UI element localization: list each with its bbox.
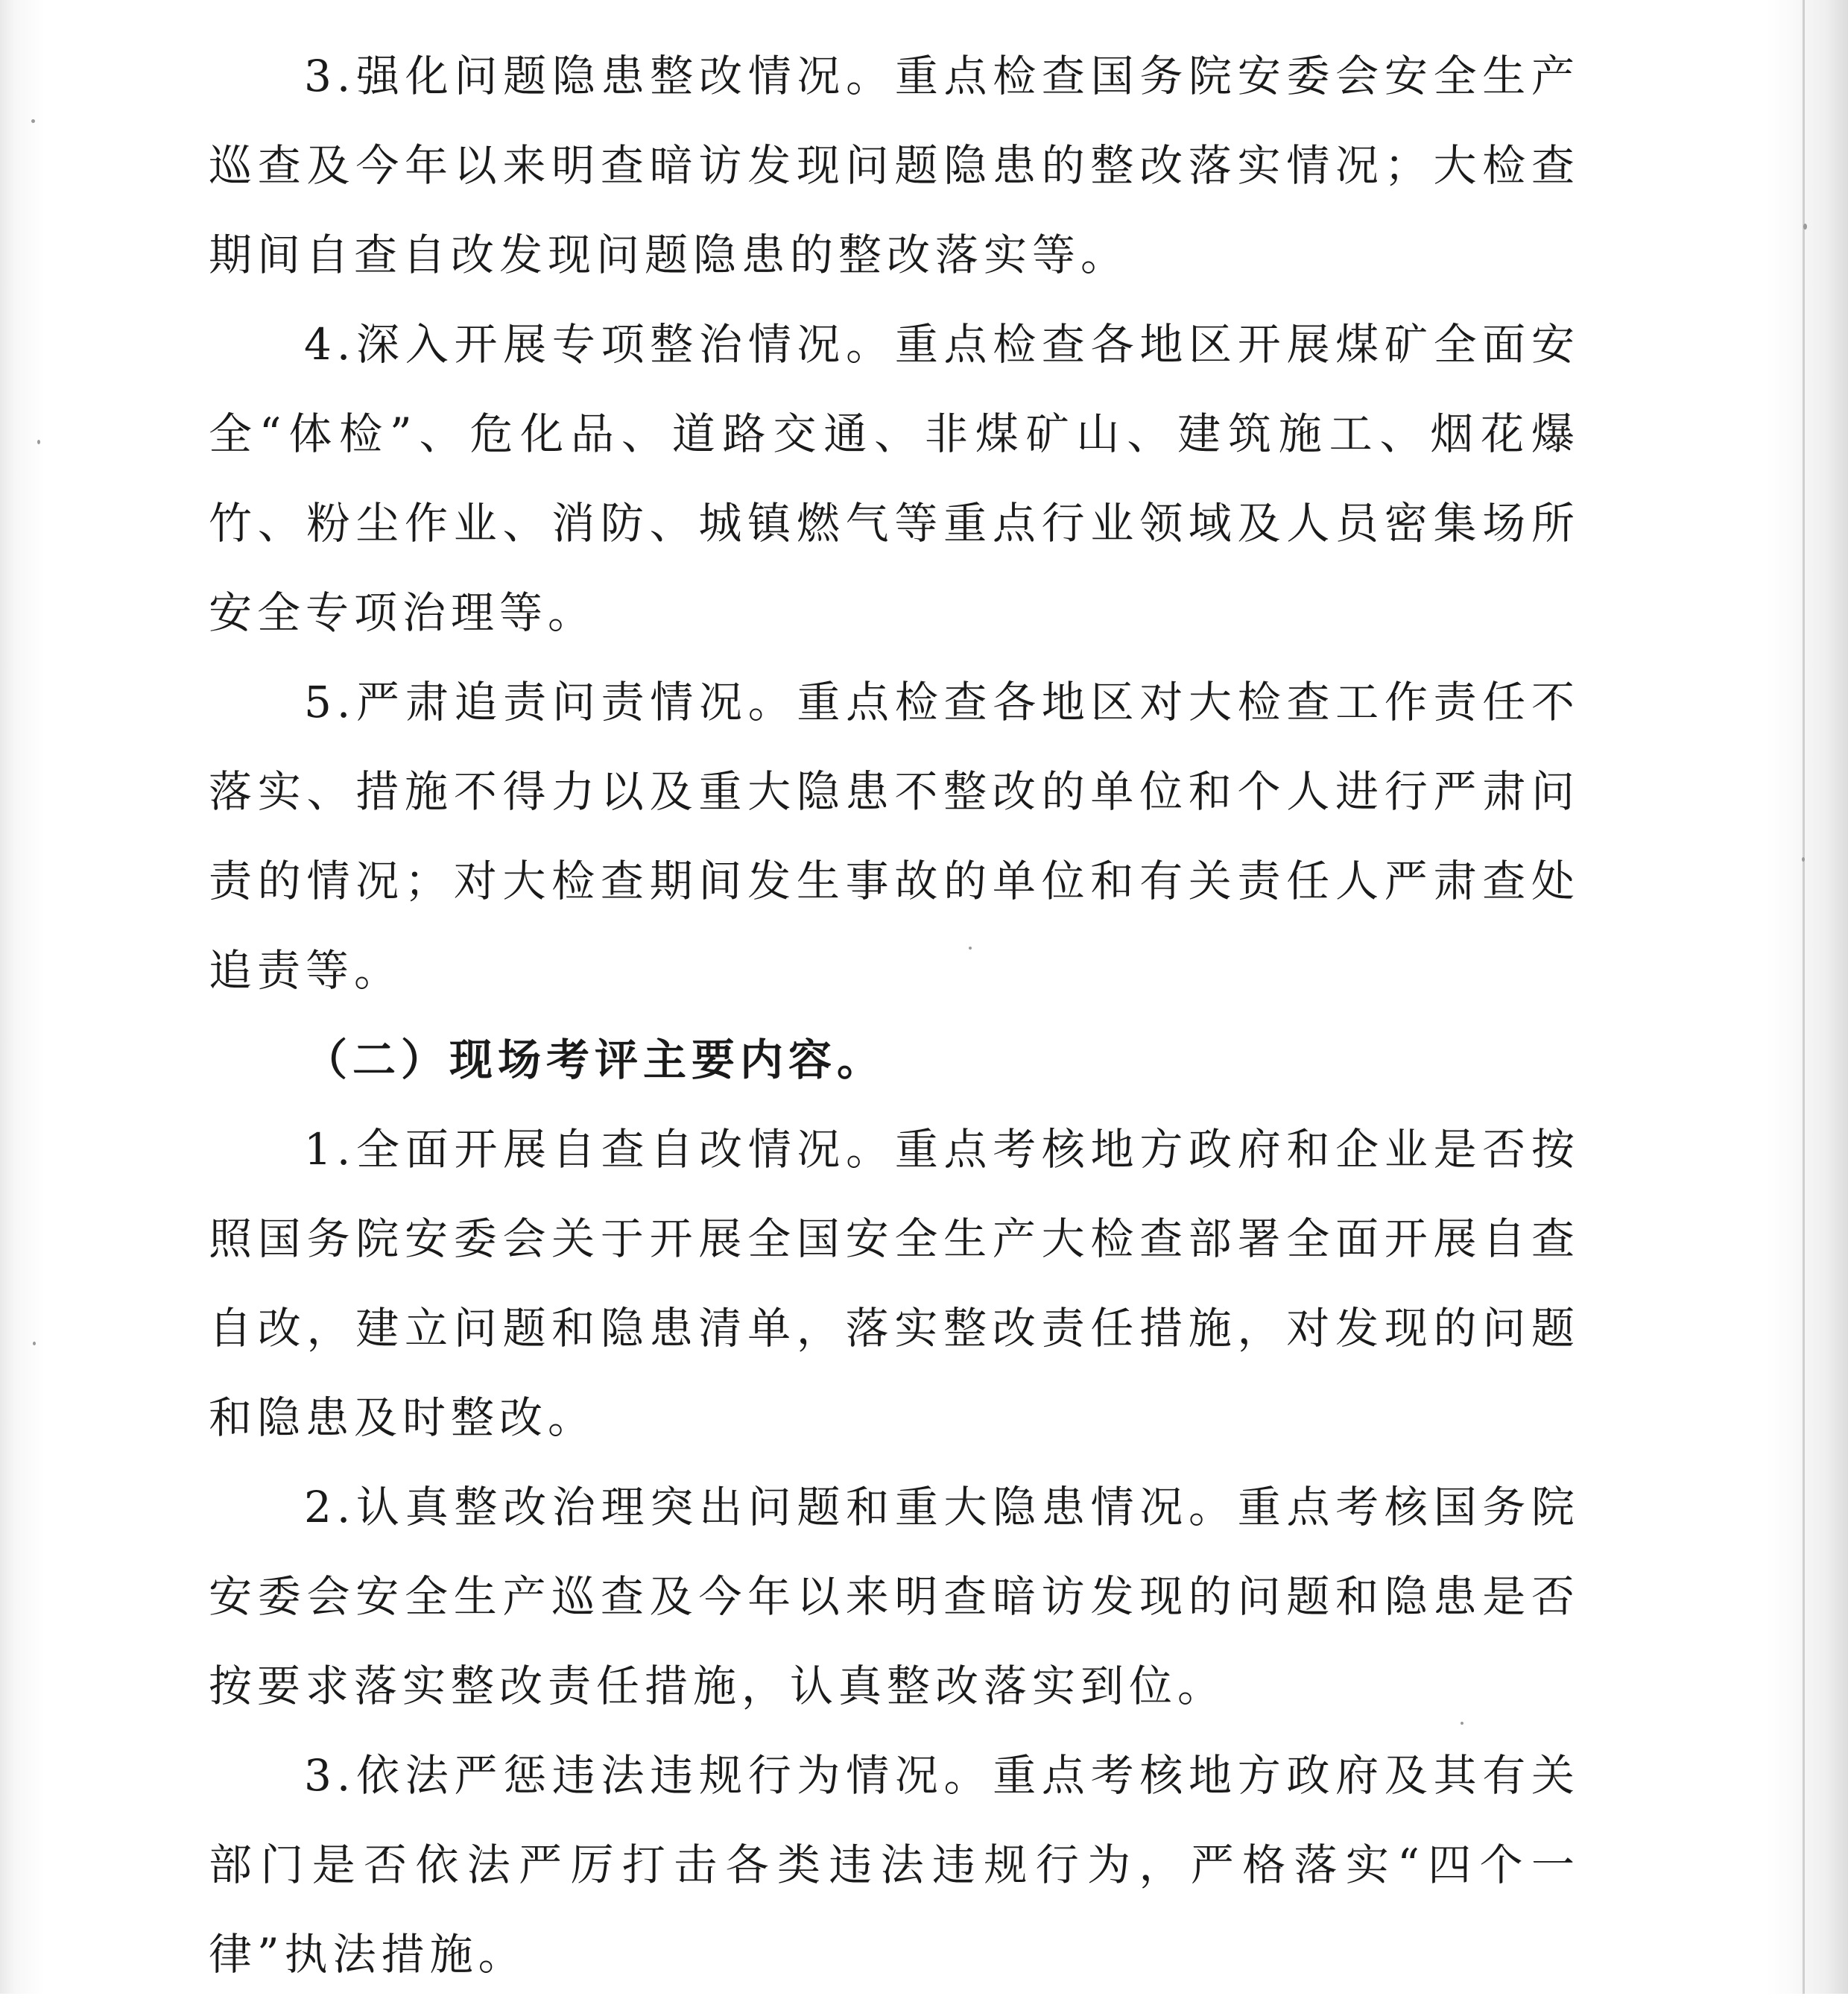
scan-speck [1803, 224, 1807, 230]
document-body [209, 31, 1580, 1999]
scan-speck [37, 440, 40, 444]
page-binding-line [1803, 0, 1805, 1994]
scan-speck [1461, 1722, 1463, 1725]
page-right-edge [1766, 0, 1848, 1994]
page-left-edge [0, 0, 45, 1994]
scan-speck [969, 947, 972, 950]
scan-speck [31, 119, 35, 123]
section-heading-onsite-evaluation: （二）现场考评主要内容。 [304, 1035, 886, 1085]
paragraph-item-3-rectification: 3.强化问题隐患整改情况。重点检查国务院安委会安全生产巡查及今年以来明查暗访发现问题隐患的整改落实情况；大检查期间自查自改发现问题隐患的整改落实等。 [209, 51, 1580, 280]
paragraph-eval-3-law-enforcement: 3.依法严惩违法违规行为情况。重点考核地方政府及其有关部门是否依法严厉打击各类违法违规行为，严格落实“四个一律”执法措施。 [209, 1750, 1580, 1980]
paragraph-item-5-accountability: 5.严肃追责问责情况。重点检查各地区对大检查工作责任不落实、措施不得力以及重大隐患不整改的单位和个人进行严肃问责的情况；对大检查期间发生事故的单位和有关责任人严肃查处追责等。 [209, 677, 1580, 996]
paragraph-eval-1-self-inspection: 1.全面开展自查自改情况。重点考核地方政府和企业是否按照国务院安委会关于开展全国安全生产大检查部署全面开展自查自改，建立问题和隐患清单，落实整改责任措施，对发现的问题和隐患及时整改。 [209, 1124, 1580, 1443]
paragraph-item-4-special-rectification: 4.深入开展专项整治情况。重点检查各地区开展煤矿全面安全“体检”、危化品、道路交通、非煤矿山、建筑施工、烟花爆竹、粉尘作业、消防、城镇燃气等重点行业领域及人员密集场所安全专项治理等。 [209, 319, 1580, 638]
scan-speck [33, 1342, 36, 1345]
scan-speck [1802, 857, 1805, 862]
paragraph-eval-2-major-hazards: 2.认真整改治理突出问题和重大隐患情况。重点考核国务院安委会安全生产巡查及今年以来明查暗访发现的问题和隐患是否按要求落实整改责任措施，认真整改落实到位。 [209, 1482, 1580, 1711]
